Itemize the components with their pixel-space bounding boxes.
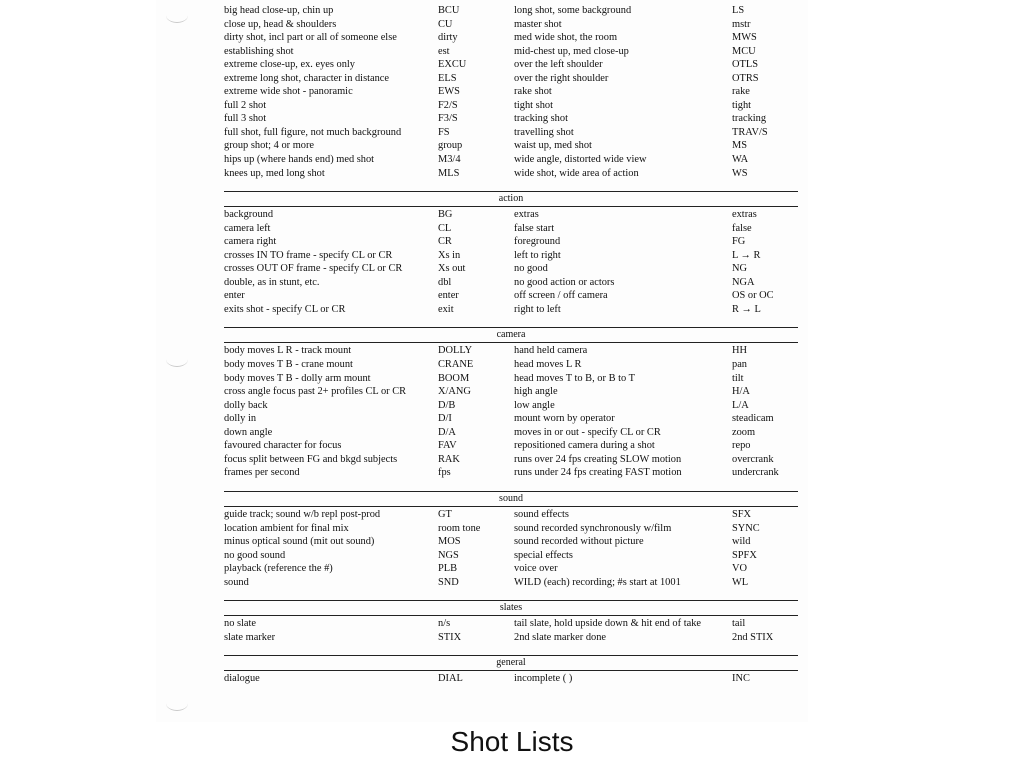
table-row: [224, 372, 798, 386]
term-cell: mid-chest up, med close-up: [514, 45, 629, 57]
term-cell: over the right shoulder: [514, 72, 609, 84]
divider: [224, 206, 798, 207]
term-cell: false start: [514, 222, 555, 234]
term-cell: exits shot - specify CL or CR: [224, 303, 346, 315]
section-header: [224, 595, 798, 617]
term-cell: incomplete ( ): [514, 673, 573, 685]
abbrev-cell: NGA: [732, 276, 755, 288]
term-cell: extreme long shot, character in distance: [224, 72, 390, 84]
table-row: [224, 222, 798, 236]
abbrev-cell: n/s: [438, 618, 451, 630]
abbrev-cell: BCU: [438, 5, 460, 16]
abbrev-cell: NGS: [438, 549, 459, 561]
section-shots: [224, 4, 798, 186]
table-row: [224, 399, 798, 413]
section-action: [224, 186, 798, 322]
term-cell: close up, head & shoulders: [224, 18, 337, 30]
table-row: [224, 262, 798, 276]
abbrev-cell: FS: [438, 126, 450, 138]
punch-hole-mark: [166, 696, 188, 711]
term-cell: favoured character for focus: [224, 440, 342, 452]
term-cell: waist up, med shot: [514, 140, 592, 152]
table-row: [224, 208, 798, 222]
abbrev-cell: WL: [732, 576, 749, 588]
table-row: [224, 672, 798, 686]
abbrev-cell: steadicam: [732, 413, 774, 425]
abbrev-cell: SYNC: [732, 522, 760, 534]
term-cell: crosses IN TO frame - specify CL or CR: [224, 249, 393, 261]
abbrev-cell: M3/4: [438, 154, 461, 166]
abbrev-cell: RAK: [438, 453, 460, 465]
term-cell: sound recorded without picture: [514, 536, 644, 548]
abbrev-cell: X/ANG: [438, 386, 471, 398]
table-row: [224, 358, 798, 372]
divider: [224, 506, 798, 507]
abbrev-cell: enter: [438, 290, 459, 302]
abbrev-cell: F2/S: [438, 99, 458, 111]
term-cell: high angle: [514, 386, 558, 398]
term-cell: right to left: [514, 303, 561, 315]
abbrev-cell: OS or OC: [732, 290, 774, 302]
term-cell: hand held camera: [514, 345, 588, 357]
abbrev-cell: tracking: [732, 113, 767, 125]
abbrev-cell: BOOM: [438, 372, 470, 384]
term-cell: moves in or out - specify CL or CR: [514, 426, 661, 438]
term-cell: master shot: [514, 18, 562, 30]
abbrev-cell: F3/S: [438, 113, 458, 125]
abbrev-cell: VO: [732, 563, 748, 575]
abbrev-cell: HH: [732, 345, 748, 357]
term-cell: big head close-up, chin up: [224, 5, 334, 16]
abbrev-cell: SND: [438, 576, 459, 588]
term-cell: focus split between FG and bkgd subjects: [224, 453, 398, 465]
table-row: [224, 453, 798, 467]
section-title: general: [496, 657, 526, 669]
table-row: [224, 18, 798, 32]
abbrev-cell: LS: [732, 5, 745, 16]
abbrev-cell: CRANE: [438, 359, 474, 371]
section-camera: [224, 322, 798, 485]
term-cell: knees up, med long shot: [224, 167, 325, 179]
abbrev-cell: NG: [732, 263, 748, 275]
term-cell: tight shot: [514, 99, 553, 111]
divider: [224, 670, 798, 671]
term-cell: group shot; 4 or more: [224, 140, 315, 152]
section-header: [224, 186, 798, 208]
abbrev-cell: DOLLY: [438, 345, 473, 357]
term-cell: no good sound: [224, 549, 286, 561]
abbrev-cell: SFX: [732, 508, 752, 520]
abbrev-cell: zoom: [732, 426, 756, 438]
abbrev-cell: OTRS: [732, 72, 759, 84]
term-cell: no good: [514, 263, 548, 275]
term-cell: sound recorded synchronously w/film: [514, 522, 672, 534]
abbrev-cell: L/A: [732, 399, 749, 411]
table-row: [224, 508, 798, 522]
table-row: [224, 439, 798, 453]
abbrev-cell: SPFX: [732, 549, 757, 561]
table-row: [224, 289, 798, 303]
abbrev-cell: tail: [732, 618, 746, 630]
table-row: [224, 412, 798, 426]
term-cell: foreground: [514, 236, 561, 248]
table-row: [224, 522, 798, 536]
term-cell: mount worn by operator: [514, 413, 615, 425]
term-cell: camera right: [224, 236, 277, 248]
term-cell: no slate: [224, 618, 257, 630]
abbrev-cell: MLS: [438, 167, 460, 179]
term-cell: sound effects: [514, 508, 569, 520]
term-cell: camera left: [224, 222, 271, 234]
term-cell: body moves L R - track mount: [224, 345, 352, 357]
table-row: [224, 235, 798, 249]
term-cell: over the left shoulder: [514, 59, 603, 71]
abbrev-cell: DIAL: [438, 673, 463, 685]
table-row: [224, 58, 798, 72]
abbrev-cell: FAV: [438, 440, 457, 452]
abbrev-cell: wild: [732, 536, 751, 548]
term-cell: sound: [224, 576, 249, 588]
abbrev-cell: CR: [438, 236, 452, 248]
table-row: [224, 576, 798, 590]
abbrev-cell: mstr: [732, 18, 751, 30]
term-cell: off screen / off camera: [514, 290, 608, 302]
abbrev-cell: BG: [438, 209, 453, 221]
abbrev-cell: group: [438, 140, 463, 152]
abbrev-cell: OTLS: [732, 59, 758, 71]
abbrev-cell: extras: [732, 209, 757, 221]
table-row: [224, 85, 798, 99]
abbrev-cell: dbl: [438, 276, 452, 288]
term-cell: location ambient for final mix: [224, 522, 349, 534]
abbrev-cell: L → R: [732, 249, 761, 261]
abbrev-cell: false: [732, 222, 752, 234]
table-row: [224, 167, 798, 181]
term-cell: wide shot, wide area of action: [514, 167, 639, 179]
abbrev-cell: overcrank: [732, 453, 774, 465]
abbrev-cell: INC: [732, 673, 750, 685]
table-row: [224, 112, 798, 126]
term-cell: head moves T to B, or B to T: [514, 372, 635, 384]
table-row: [224, 303, 798, 317]
term-cell: full 3 shot: [224, 113, 267, 125]
table-row: [224, 153, 798, 167]
table-row: [224, 385, 798, 399]
table-row: [224, 4, 798, 18]
term-cell: voice over: [514, 563, 558, 575]
abbrev-cell: est: [438, 45, 450, 57]
abbrev-cell: undercrank: [732, 467, 779, 479]
abbrev-cell: MWS: [732, 32, 757, 44]
abbrev-cell: H/A: [732, 386, 750, 398]
abbrev-cell: dirty: [438, 32, 458, 44]
term-cell: tracking shot: [514, 113, 568, 125]
term-cell: slate marker: [224, 631, 276, 643]
abbrev-cell: STIX: [438, 631, 462, 643]
term-cell: dolly in: [224, 413, 257, 425]
abbrev-cell: fps: [438, 467, 451, 479]
table-row: [224, 426, 798, 440]
abbrev-cell: MS: [732, 140, 748, 152]
term-cell: full shot, full figure, not much background: [224, 126, 402, 138]
abbrev-cell: tilt: [732, 372, 744, 384]
term-cell: playback (reference the #): [224, 563, 333, 575]
term-cell: body moves T B - dolly arm mount: [224, 372, 371, 384]
punch-hole-mark: [166, 8, 188, 23]
table-row: [224, 31, 798, 45]
term-cell: med wide shot, the room: [514, 32, 618, 44]
abbrev-cell: EXCU: [438, 59, 467, 71]
table-row: [224, 631, 798, 645]
section-header: [224, 322, 798, 344]
term-cell: minus optical sound (mit out sound): [224, 536, 375, 548]
term-cell: dolly back: [224, 399, 268, 411]
table-row: [224, 344, 798, 358]
term-cell: extras: [514, 209, 539, 221]
term-cell: enter: [224, 290, 245, 302]
table-row: [224, 139, 798, 153]
abbrev-cell: room tone: [438, 522, 481, 534]
term-cell: runs under 24 fps creating FAST motion: [514, 467, 682, 479]
abbrev-cell: D/B: [438, 399, 456, 411]
term-cell: dialogue: [224, 673, 260, 685]
term-cell: no good action or actors: [514, 276, 615, 288]
table-row: [224, 466, 798, 480]
divider: [224, 342, 798, 343]
abbrev-cell: R → L: [732, 303, 761, 315]
abbrev-cell: exit: [438, 303, 454, 315]
abbrev-cell: Xs in: [438, 249, 461, 261]
abbrev-cell: ELS: [438, 72, 457, 84]
term-cell: dirty shot, incl part or all of someone else: [224, 32, 397, 44]
abbrev-cell: GT: [438, 508, 452, 520]
abbrev-cell: CL: [438, 222, 452, 234]
term-cell: guide track; sound w/b repl post-prod: [224, 508, 381, 520]
abbrev-cell: D/A: [438, 426, 456, 438]
term-cell: double, as in stunt, etc.: [224, 276, 320, 288]
section-title: slates: [499, 602, 523, 614]
abbrev-cell: WS: [732, 167, 748, 179]
abbrev-cell: EWS: [438, 86, 460, 98]
abbrev-cell: CU: [438, 18, 453, 30]
table-row: [224, 276, 798, 290]
table-row: [224, 617, 798, 631]
term-cell: frames per second: [224, 467, 300, 479]
term-cell: 2nd slate marker done: [514, 631, 607, 643]
term-cell: long shot, some background: [514, 5, 632, 16]
term-cell: low angle: [514, 399, 555, 411]
divider: [224, 615, 798, 616]
abbrev-cell: 2nd STIX: [732, 631, 774, 643]
abbrev-cell: Xs out: [438, 263, 466, 275]
section-title: action: [498, 193, 524, 205]
term-cell: background: [224, 209, 274, 221]
section-header: [224, 486, 798, 508]
punch-hole-mark: [166, 352, 188, 367]
table-row: [224, 45, 798, 59]
term-cell: runs over 24 fps creating SLOW motion: [514, 453, 682, 465]
term-cell: establishing shot: [224, 45, 294, 57]
table-row: [224, 72, 798, 86]
abbrev-cell: WA: [732, 154, 749, 166]
abbrev-cell: pan: [732, 359, 748, 371]
term-cell: tail slate, hold upside down & hit end of take: [514, 618, 701, 630]
shot-list-sheet: [224, 4, 798, 692]
term-cell: travelling shot: [514, 126, 574, 138]
abbrev-cell: MCU: [732, 45, 756, 57]
term-cell: crosses OUT OF frame - specify CL or CR: [224, 263, 403, 275]
section-title: sound: [499, 492, 523, 504]
abbrev-cell: PLB: [438, 563, 458, 575]
table-row: [224, 562, 798, 576]
term-cell: full 2 shot: [224, 99, 267, 111]
section-slates: [224, 595, 798, 650]
term-cell: special effects: [514, 549, 573, 561]
term-cell: hips up (where hands end) med shot: [224, 154, 375, 166]
term-cell: extreme close-up, ex. eyes only: [224, 59, 355, 71]
abbrev-cell: tight: [732, 99, 752, 111]
term-cell: extreme wide shot - panoramic: [224, 86, 353, 98]
table-row: [224, 549, 798, 563]
term-cell: repositioned camera during a shot: [514, 440, 655, 452]
table-row: [224, 249, 798, 263]
abbrev-cell: TRAV/S: [732, 126, 768, 138]
slide-caption: Shot Lists: [450, 726, 574, 757]
table-row: [224, 99, 798, 113]
table-row: [224, 535, 798, 549]
section-general: [224, 650, 798, 692]
term-cell: rake shot: [514, 86, 552, 98]
term-cell: left to right: [514, 249, 561, 261]
section-title: camera: [496, 329, 526, 341]
term-cell: head moves L R: [514, 359, 582, 371]
abbrev-cell: MOS: [438, 536, 461, 548]
section-header: [224, 650, 798, 672]
table-row: [224, 126, 798, 140]
term-cell: WILD (each) recording; #s start at 1001: [514, 576, 681, 588]
abbrev-cell: D/I: [438, 413, 452, 425]
section-sound: [224, 486, 798, 595]
term-cell: wide angle, distorted wide view: [514, 154, 647, 166]
abbrev-cell: FG: [732, 236, 746, 248]
term-cell: body moves T B - crane mount: [224, 359, 353, 371]
abbrev-cell: rake: [732, 86, 750, 98]
abbrev-cell: repo: [732, 440, 751, 452]
term-cell: cross angle focus past 2+ profiles CL or CR: [224, 386, 407, 398]
term-cell: down angle: [224, 426, 273, 438]
